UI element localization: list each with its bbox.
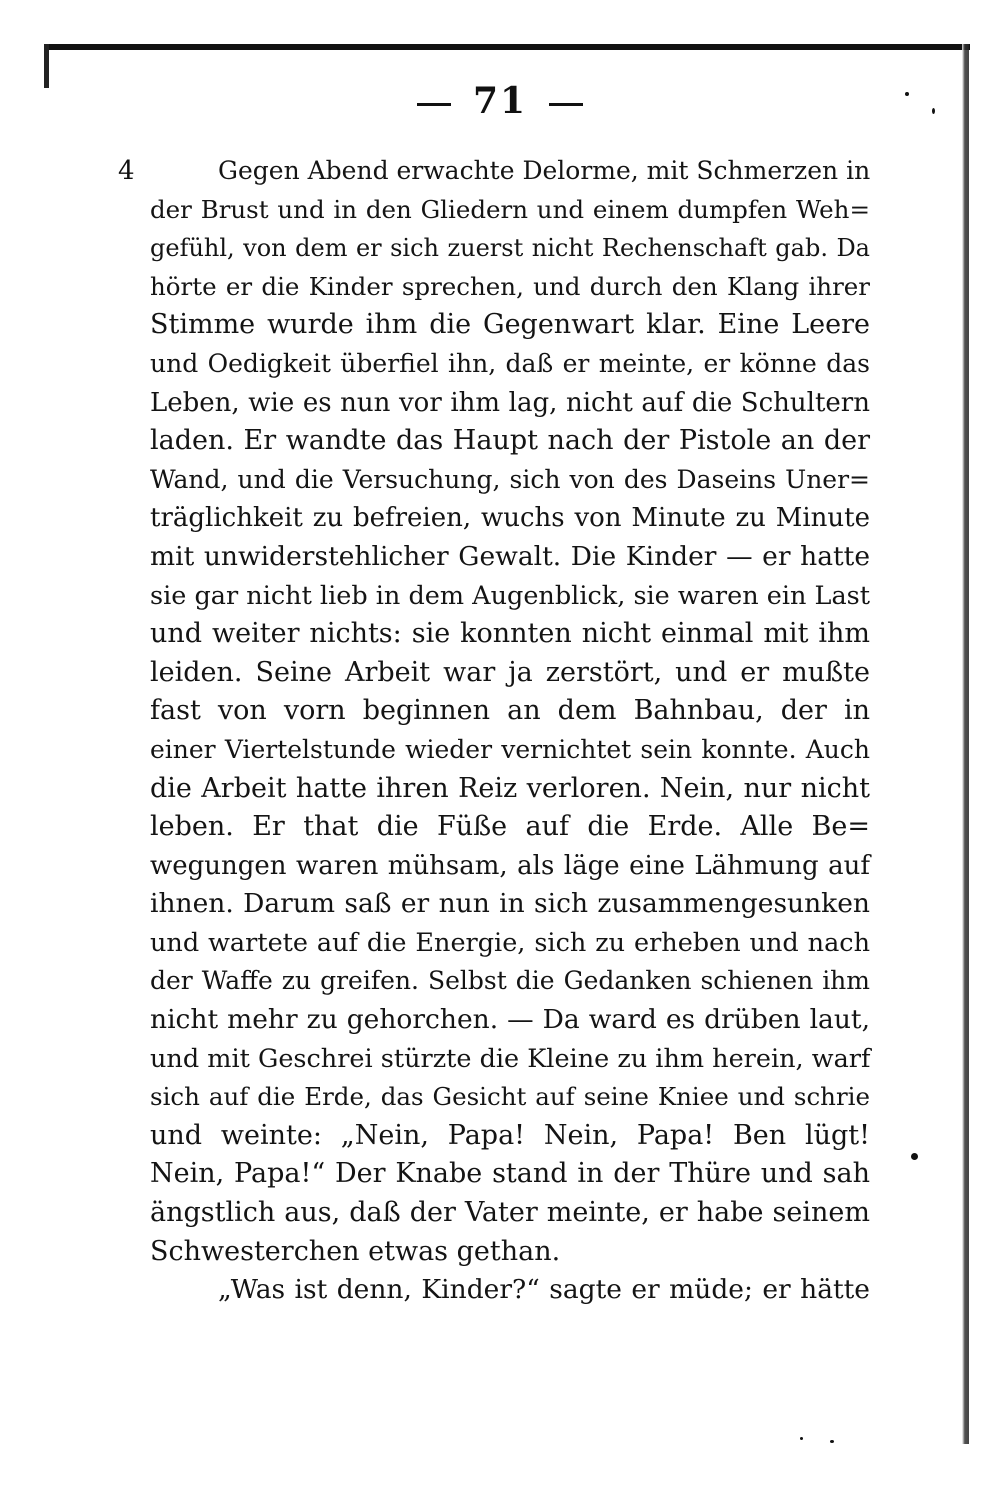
text-line: fast von vorn beginnen an dem Bahnbau, der in bbox=[150, 695, 870, 727]
text-line: leiden. Seine Arbeit war ja zerstört, und er mußte bbox=[150, 656, 870, 688]
text-line: der Brust und in den Gliedern und einem dumpfen Weh= bbox=[150, 194, 870, 224]
text-line: einer Viertelstunde wieder vernichtet sein konnte. Auch bbox=[150, 734, 870, 764]
text-line: Schwesterchen etwas gethan. bbox=[150, 1235, 561, 1267]
margin-dot bbox=[911, 1153, 918, 1160]
text-line: laden. Er wandte das Haupt nach der Pistole an der bbox=[150, 425, 870, 457]
text-line: und weiter nichts: sie konnten nicht einmal mit ihm bbox=[150, 618, 870, 650]
text-line: Leben, wie es nun vor ihm lag, nicht auf die Schultern bbox=[150, 387, 870, 418]
text-line: sich auf die Erde, das Gesicht auf seine Kniee und schrie bbox=[150, 1082, 870, 1112]
text-line: und weinte: „Nein, Papa! Nein, Papa! Ben lügt! bbox=[150, 1119, 870, 1151]
text-line: wegungen waren mühsam, als läge eine Lähmung auf bbox=[150, 850, 870, 881]
margin-mark: 4 bbox=[118, 156, 135, 186]
text-line: der Waffe zu greifen. Selbst die Gedanken schienen ihm bbox=[150, 966, 870, 996]
paragraph-1 bbox=[150, 152, 870, 1271]
text-line: Stimme wurde ihm die Gegenwart klar. Eine Leere bbox=[150, 309, 870, 341]
text-line: ängstlich aus, daß der Vater meinte, er habe seinem bbox=[150, 1197, 870, 1229]
text-line: und Oedigkeit überfiel ihn, daß er meinte, er könne das bbox=[150, 348, 870, 378]
text-line: Wand, und die Versuchung, sich von des Daseins Uner= bbox=[150, 464, 870, 494]
text-line: hörte er die Kinder sprechen, und durch den Klang ihrer bbox=[150, 271, 870, 301]
scan-border-right bbox=[962, 44, 969, 1444]
text-line: und wartete auf die Energie, sich zu erheben und nach bbox=[150, 927, 870, 958]
text-line: nicht mehr zu gehorchen. — Da ward es drüben laut, bbox=[150, 1004, 870, 1036]
text-line: Nein, Papa!“ Der Knabe stand in der Thüre und sah bbox=[150, 1158, 870, 1190]
text-line: gefühl, von dem er sich zuerst nicht Rechenschaft gab. Da bbox=[150, 234, 870, 263]
paragraph-2 bbox=[150, 1271, 870, 1310]
page-number-dash-right bbox=[549, 103, 583, 106]
text-line: Gegen Abend erwachte Delorme, mit Schmerzen in bbox=[218, 156, 871, 185]
text-line: und mit Geschrei stürzte die Kleine zu ihm herein, warf bbox=[150, 1043, 871, 1074]
scan-speck bbox=[800, 1437, 803, 1440]
text-line: sie gar nicht lieb in dem Augenblick, sie waren ein Last bbox=[150, 580, 870, 611]
page-number-dash-left bbox=[417, 103, 451, 106]
text-line: „Was ist denn, Kinder?“ sagte er müde; er hätte bbox=[218, 1274, 870, 1306]
scan-speck bbox=[830, 1440, 834, 1443]
page-number bbox=[0, 80, 1000, 122]
text-line: die Arbeit hatte ihren Reiz verloren. Nein, nur nicht bbox=[150, 772, 870, 804]
text-line: leben. Er that die Füße auf die Erde. Alle Be= bbox=[150, 811, 870, 843]
page-number-value: 71 bbox=[472, 80, 528, 122]
body-text bbox=[150, 152, 870, 1310]
text-line: ihnen. Darum saß er nun in sich zusammengesunken bbox=[150, 888, 870, 920]
text-line: mit unwiderstehlicher Gewalt. Die Kinder — er hatte bbox=[150, 540, 870, 572]
text-line: träglichkeit zu befreien, wuchs von Minute zu Minute bbox=[150, 503, 870, 534]
scan-border-top bbox=[44, 44, 970, 50]
